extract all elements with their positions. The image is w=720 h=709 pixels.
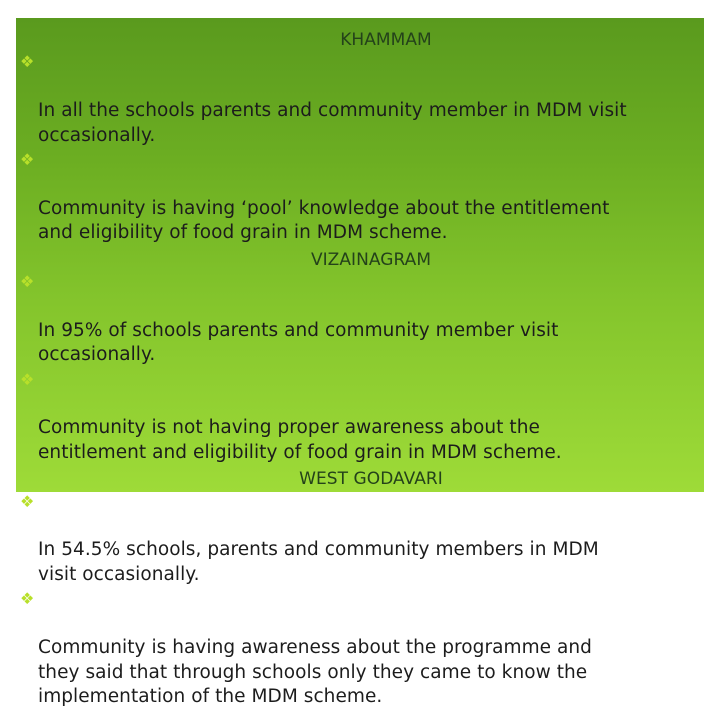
bullet-point: [22, 490, 698, 588]
heading-vizainagram: VIZAINAGRAM: [310, 249, 432, 270]
bullet-point: [22, 587, 698, 709]
bullet-text: Community is having ‘pool’ knowledge about the entitlement and eligibility of food grain in MDM scheme.: [38, 197, 610, 244]
bullet-text: Community is having awareness about the programme and they said that through schools only they came to know the implementation of the MDM scheme.: [38, 637, 592, 707]
bullet-text: In 95% of schools parents and community member visit occasionally.: [38, 319, 559, 366]
heading-west-godavari: WEST GODAVARI: [299, 469, 443, 490]
bullet-icon: ❖: [20, 272, 35, 292]
bullet-icon: ❖: [20, 150, 35, 170]
bullet-text: Community is not having proper awareness about the entitlement and eligibility of food grain in MDM scheme.: [38, 417, 562, 463]
bullet-text: In all the schools parents and community member in MDM visit occasionally.: [38, 100, 627, 146]
bullet-point: [22, 270, 698, 368]
bullet-icon: ❖: [20, 52, 35, 72]
slide-content: [22, 26, 698, 709]
heading-khammam: KHAMMAM: [340, 30, 432, 50]
bullet-icon: ❖: [20, 589, 35, 609]
bullet-point: [22, 50, 698, 148]
bullet-icon: ❖: [20, 491, 35, 511]
bullet-point: [22, 148, 698, 246]
bullet-icon: ❖: [20, 369, 35, 389]
bullet-text: In 54.5% schools, parents and community members in MDM visit occasionally.: [38, 539, 599, 585]
bullet-point: [22, 368, 698, 466]
